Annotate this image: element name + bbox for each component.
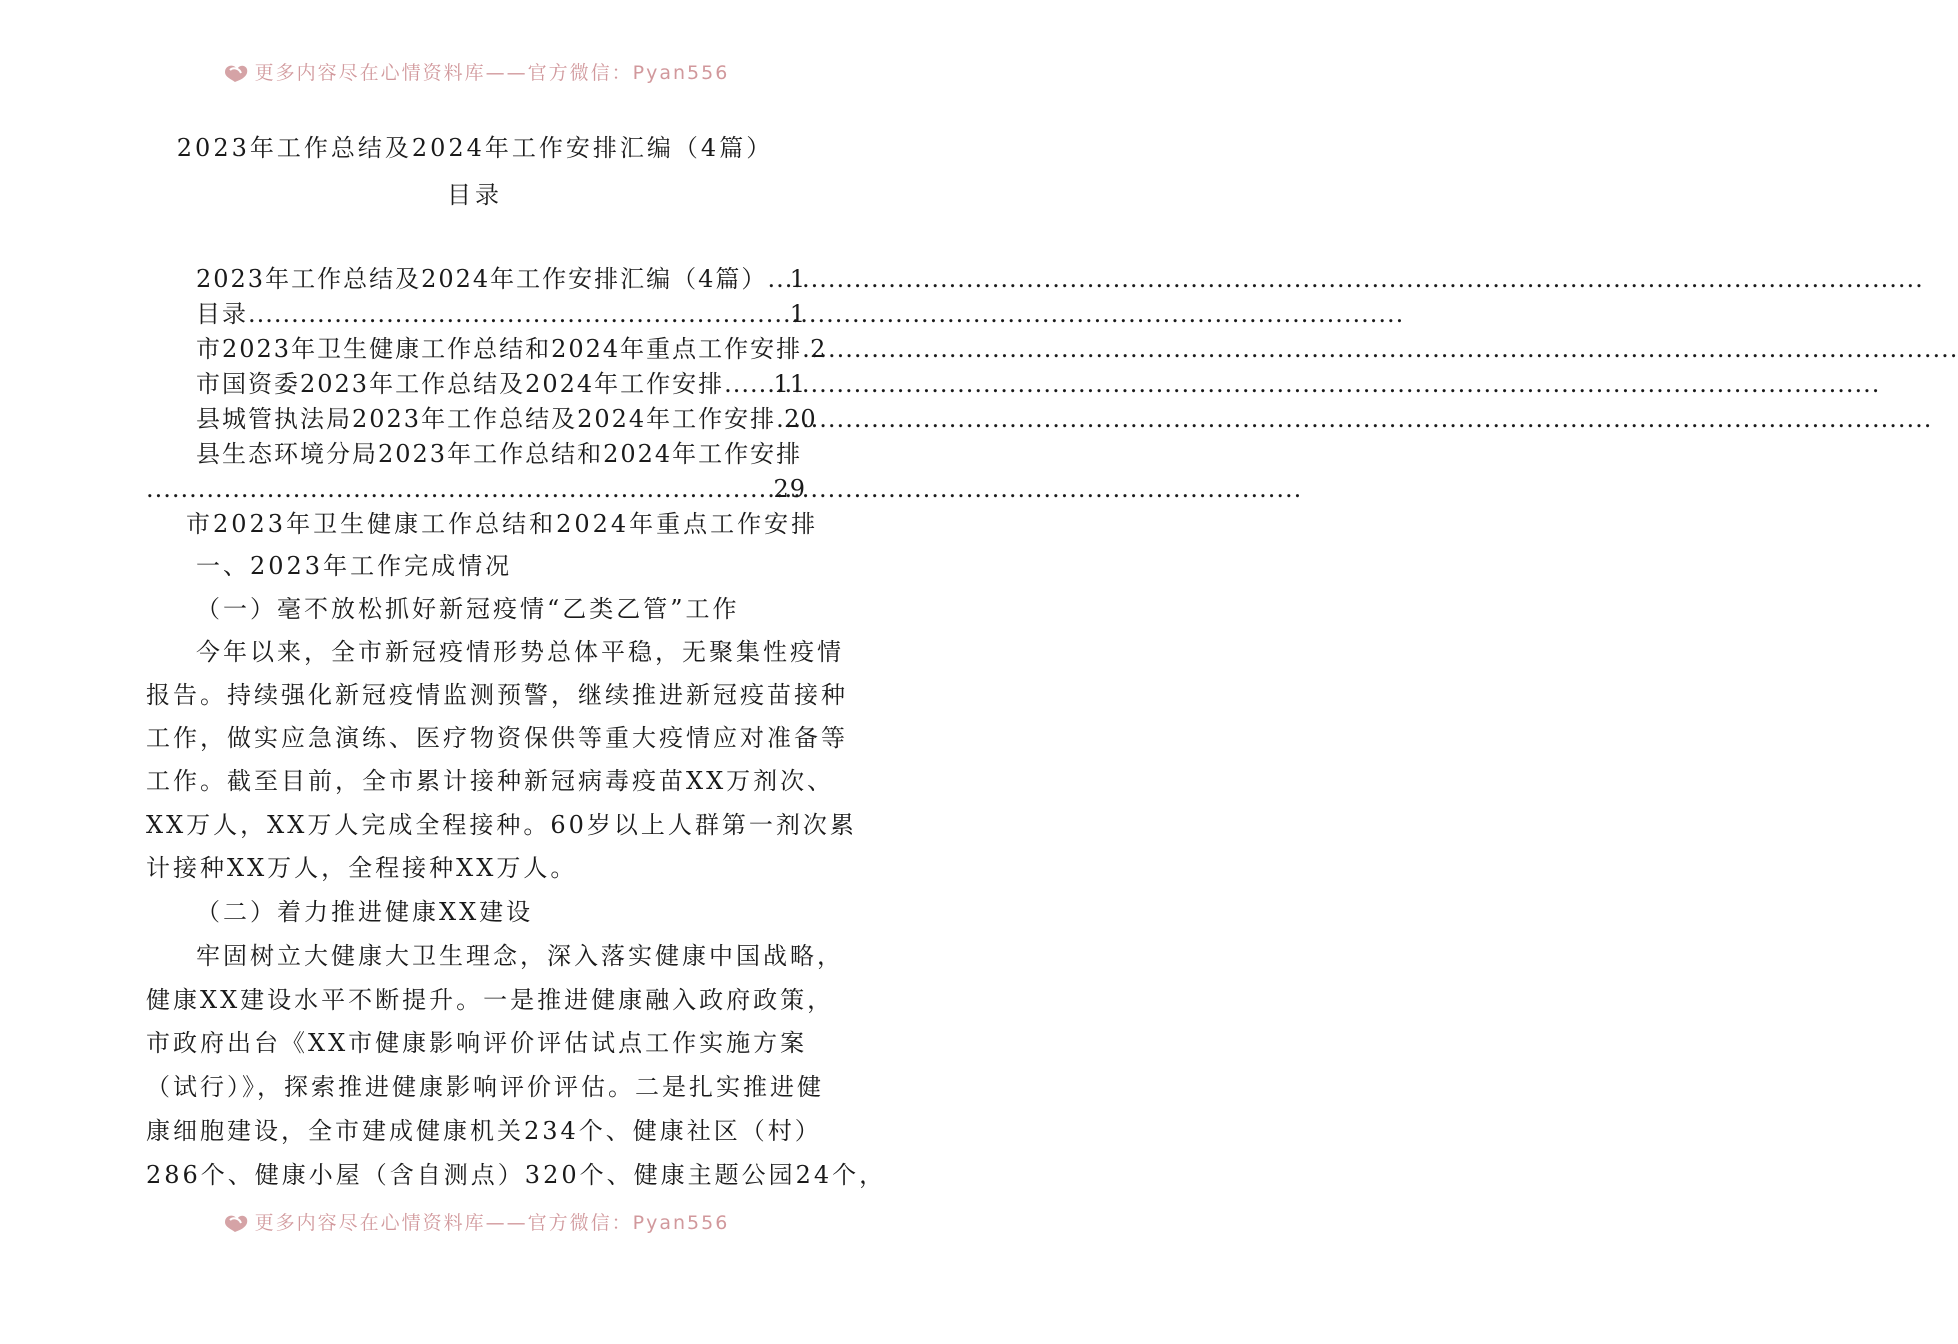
paragraph-line: XX万人，XX万人完成全程接种。60岁以上人群第一剂次累 xyxy=(146,811,857,839)
toc-entry-page: 2 xyxy=(810,335,827,363)
brand-logo-icon xyxy=(221,61,251,83)
toc-entry-text: 市国资委2023年工作总结及2024年工作安排 xyxy=(196,370,725,398)
toc-entry[interactable] xyxy=(196,402,817,436)
toc-entry-text: 2023年工作总结及2024年工作安排汇编（4篇） xyxy=(196,265,768,293)
paragraph-line: 健康XX建设水平不断提升。一是推进健康融入政府政策， xyxy=(146,986,835,1014)
toc-entry-page: 20 xyxy=(784,405,817,433)
brand-logo-icon xyxy=(221,1211,251,1233)
toc-entry[interactable] xyxy=(196,297,806,331)
toc-entry-text: 目录 xyxy=(196,300,248,328)
paragraph-line: 牢固树立大健康大卫生理念，深入落实健康中国战略， xyxy=(196,942,844,970)
watermark-text: 更多内容尽在心情资料库——官方微信：Pyan556 xyxy=(254,62,730,84)
toc-entry-page: 29 xyxy=(773,475,806,503)
toc-leader-dots xyxy=(248,297,790,331)
paragraph-line: 市政府出台《XX市健康影响评价评估试点工作实施方案 xyxy=(146,1029,808,1057)
toc-leader-dots xyxy=(146,472,773,506)
sub-heading-2: （二）着力推进健康XX建设 xyxy=(196,898,534,926)
toc-entry[interactable] xyxy=(196,332,827,366)
document-title: 2023年工作总结及2024年工作安排汇编（4篇） xyxy=(176,134,774,162)
toc-heading: 目录 xyxy=(447,181,503,209)
toc-leader-dots xyxy=(776,402,784,436)
paragraph-line: 康细胞建设，全市建成健康机关234个、健康社区（村） xyxy=(146,1117,822,1145)
section-title: 市2023年卫生健康工作总结和2024年重点工作安排 xyxy=(186,510,819,538)
paragraph-line: 286个、健康小屋（含自测点）320个、健康主题公园24个， xyxy=(146,1161,887,1189)
toc-entry-page: 11 xyxy=(773,370,806,398)
paragraph-line: 工作，做实应急演练、医疗物资保供等重大疫情应对准备等 xyxy=(146,724,848,752)
toc-leader-dots xyxy=(802,332,810,366)
toc-entry-text: 县生态环境分局2023年工作总结和2024年工作安排 xyxy=(196,440,803,468)
toc-entry-text: 市2023年卫生健康工作总结和2024年重点工作安排 xyxy=(196,335,803,363)
toc-leader-dots xyxy=(767,262,789,296)
paragraph-line: （试行）》，探索推进健康影响评价评估。二是扎实推进健 xyxy=(146,1073,824,1101)
toc-entry[interactable] xyxy=(196,367,806,401)
toc-entry-page: 1 xyxy=(789,265,806,293)
toc-entry-page: 1 xyxy=(789,300,806,328)
toc-entry-continued[interactable] xyxy=(146,472,806,506)
sub-heading-1: （一）毫不放松抓好新冠疫情“乙类乙管”工作 xyxy=(196,595,740,623)
watermark-header xyxy=(0,58,950,85)
paragraph-line: 工作。截至目前，全市累计接种新冠病毒疫苗XX万剂次、 xyxy=(146,767,835,795)
paragraph-line: 报告。持续强化新冠疫情监测预警，继续推进新冠疫苗接种 xyxy=(146,681,848,709)
watermark-footer xyxy=(0,1208,950,1235)
watermark-text: 更多内容尽在心情资料库——官方微信：Pyan556 xyxy=(254,1212,730,1234)
toc-entry[interactable] xyxy=(196,262,806,296)
paragraph-line: 今年以来，全市新冠疫情形势总体平稳，无聚集性疫情 xyxy=(196,638,844,666)
paragraph-line: 计接种XX万人，全程接种XX万人。 xyxy=(146,854,578,882)
toc-entry[interactable] xyxy=(196,437,806,471)
toc-entry-text: 县城管执法局2023年工作总结及2024年工作安排 xyxy=(196,405,777,433)
heading-1: 一、2023年工作完成情况 xyxy=(196,552,513,580)
toc-leader-dots xyxy=(724,367,773,401)
